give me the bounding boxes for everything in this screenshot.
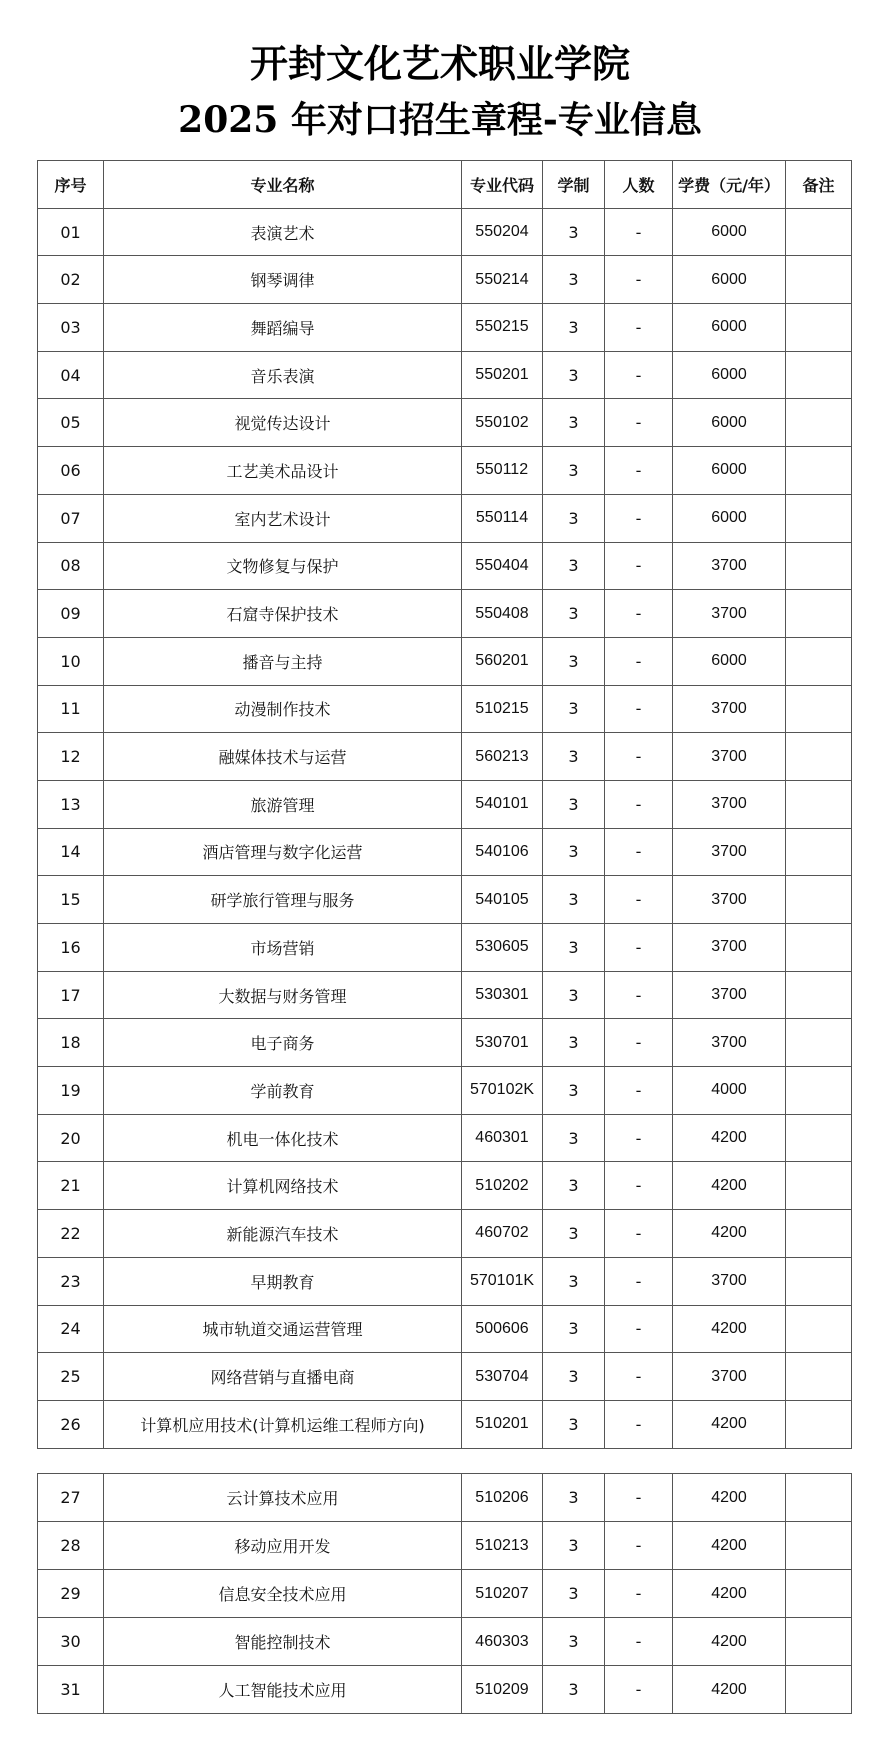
tuition-cell: 6000	[673, 637, 786, 685]
tuition-cell: 3700	[673, 590, 786, 638]
table-row	[38, 399, 852, 447]
duration-cell: 3	[543, 1210, 605, 1258]
major-code-cell: 500606	[462, 1305, 543, 1353]
remarks-cell	[786, 1400, 852, 1448]
remarks-cell	[786, 399, 852, 447]
table-row	[38, 304, 852, 352]
tuition-cell: 6000	[673, 447, 786, 495]
remarks-cell	[786, 447, 852, 495]
major-name-cell: 智能控制技术	[104, 1618, 462, 1666]
table-row	[38, 828, 852, 876]
count-cell: -	[605, 1067, 673, 1115]
duration-cell: 3	[543, 1162, 605, 1210]
remarks-cell	[786, 1114, 852, 1162]
major-name-cell: 网络营销与直播电商	[104, 1353, 462, 1401]
duration-cell: 3	[543, 208, 605, 256]
major-code-cell: 510207	[462, 1570, 543, 1618]
major-name-cell: 学前教育	[104, 1067, 462, 1115]
major-code-cell: 540106	[462, 828, 543, 876]
major-code-cell: 550215	[462, 304, 543, 352]
remarks-cell	[786, 1666, 852, 1714]
remarks-cell	[786, 1522, 852, 1570]
index-cell: 15	[38, 876, 104, 924]
remarks-cell	[786, 876, 852, 924]
tuition-cell: 4200	[673, 1570, 786, 1618]
table-row	[38, 733, 852, 781]
header-tuition: 学费（元/年）	[673, 161, 786, 209]
count-cell: -	[605, 447, 673, 495]
index-cell: 09	[38, 590, 104, 638]
major-code-cell: 560201	[462, 637, 543, 685]
remarks-cell	[786, 1474, 852, 1522]
duration-cell: 3	[543, 780, 605, 828]
major-code-cell: 550408	[462, 590, 543, 638]
count-cell: -	[605, 256, 673, 304]
table-row	[38, 1400, 852, 1448]
table-row	[38, 1305, 852, 1353]
duration-cell: 3	[543, 828, 605, 876]
major-code-cell: 510213	[462, 1522, 543, 1570]
remarks-cell	[786, 351, 852, 399]
duration-cell: 3	[543, 447, 605, 495]
major-name-cell: 研学旅行管理与服务	[104, 876, 462, 924]
table-row	[38, 1353, 852, 1401]
table-row	[38, 1114, 852, 1162]
duration-cell: 3	[543, 1114, 605, 1162]
duration-cell: 3	[543, 256, 605, 304]
duration-cell: 3	[543, 304, 605, 352]
table-row	[38, 256, 852, 304]
index-cell: 16	[38, 924, 104, 972]
major-code-cell: 550404	[462, 542, 543, 590]
table-row	[38, 1067, 852, 1115]
duration-cell: 3	[543, 637, 605, 685]
duration-cell: 3	[543, 1474, 605, 1522]
index-cell: 17	[38, 971, 104, 1019]
index-cell: 18	[38, 1019, 104, 1067]
count-cell: -	[605, 1114, 673, 1162]
index-cell: 12	[38, 733, 104, 781]
duration-cell: 3	[543, 1666, 605, 1714]
remarks-cell	[786, 494, 852, 542]
major-code-cell: 530701	[462, 1019, 543, 1067]
index-cell: 30	[38, 1618, 104, 1666]
tuition-cell: 4200	[673, 1666, 786, 1714]
tuition-cell: 3700	[673, 971, 786, 1019]
major-code-cell: 460702	[462, 1210, 543, 1258]
duration-cell: 3	[543, 1570, 605, 1618]
major-name-cell: 表演艺术	[104, 208, 462, 256]
table-row	[38, 1666, 852, 1714]
major-name-cell: 计算机应用技术(计算机运维工程师方向)	[104, 1400, 462, 1448]
tuition-cell: 4200	[673, 1210, 786, 1258]
table-row	[38, 1618, 852, 1666]
remarks-cell	[786, 1570, 852, 1618]
major-code-cell: 510206	[462, 1474, 543, 1522]
remarks-cell	[786, 1019, 852, 1067]
remarks-cell	[786, 590, 852, 638]
index-cell: 24	[38, 1305, 104, 1353]
table-row	[38, 351, 852, 399]
count-cell: -	[605, 1474, 673, 1522]
duration-cell: 3	[543, 1400, 605, 1448]
table-row	[38, 971, 852, 1019]
count-cell: -	[605, 1210, 673, 1258]
major-name-cell: 酒店管理与数字化运营	[104, 828, 462, 876]
index-cell: 21	[38, 1162, 104, 1210]
tuition-cell: 4200	[673, 1162, 786, 1210]
count-cell: -	[605, 399, 673, 447]
duration-cell: 3	[543, 876, 605, 924]
table-row	[38, 924, 852, 972]
duration-cell: 3	[543, 971, 605, 1019]
major-name-cell: 市场营销	[104, 924, 462, 972]
major-name-cell: 动漫制作技术	[104, 685, 462, 733]
count-cell: -	[605, 733, 673, 781]
tuition-cell: 3700	[673, 1257, 786, 1305]
index-cell: 05	[38, 399, 104, 447]
count-cell: -	[605, 971, 673, 1019]
tuition-cell: 3700	[673, 1353, 786, 1401]
count-cell: -	[605, 1522, 673, 1570]
tuition-cell: 6000	[673, 494, 786, 542]
table-row	[38, 876, 852, 924]
count-cell: -	[605, 780, 673, 828]
tuition-cell: 6000	[673, 399, 786, 447]
count-cell: -	[605, 1019, 673, 1067]
document-subtitle: 2025 年对口招生章程-专业信息	[178, 99, 702, 141]
index-cell: 10	[38, 637, 104, 685]
table-row	[38, 685, 852, 733]
tuition-cell: 3700	[673, 828, 786, 876]
duration-cell: 3	[543, 1067, 605, 1115]
major-name-cell: 人工智能技术应用	[104, 1666, 462, 1714]
major-name-cell: 工艺美术品设计	[104, 447, 462, 495]
major-code-cell: 540101	[462, 780, 543, 828]
remarks-cell	[786, 780, 852, 828]
major-table-part1	[37, 160, 852, 1449]
count-cell: -	[605, 876, 673, 924]
major-code-cell: 530704	[462, 1353, 543, 1401]
remarks-cell	[786, 1067, 852, 1115]
table-row	[38, 1162, 852, 1210]
remarks-cell	[786, 1210, 852, 1258]
count-cell: -	[605, 304, 673, 352]
index-cell: 07	[38, 494, 104, 542]
duration-cell: 3	[543, 924, 605, 972]
major-code-cell: 510209	[462, 1666, 543, 1714]
index-cell: 19	[38, 1067, 104, 1115]
duration-cell: 3	[543, 351, 605, 399]
table-row	[38, 1570, 852, 1618]
duration-cell: 3	[543, 1019, 605, 1067]
tuition-cell: 4200	[673, 1474, 786, 1522]
duration-cell: 3	[543, 1353, 605, 1401]
index-cell: 29	[38, 1570, 104, 1618]
major-code-cell: 570101K	[462, 1257, 543, 1305]
count-cell: -	[605, 1257, 673, 1305]
tuition-cell: 3700	[673, 780, 786, 828]
table-row	[38, 447, 852, 495]
major-code-cell: 570102K	[462, 1067, 543, 1115]
index-cell: 22	[38, 1210, 104, 1258]
major-name-cell: 播音与主持	[104, 637, 462, 685]
index-cell: 26	[38, 1400, 104, 1448]
tuition-cell: 4200	[673, 1618, 786, 1666]
remarks-cell	[786, 1162, 852, 1210]
major-code-cell: 550204	[462, 208, 543, 256]
tuition-cell: 6000	[673, 351, 786, 399]
table-row	[38, 208, 852, 256]
duration-cell: 3	[543, 685, 605, 733]
index-cell: 01	[38, 208, 104, 256]
count-cell: -	[605, 208, 673, 256]
tuition-cell: 4200	[673, 1400, 786, 1448]
table-header-row	[38, 161, 852, 209]
remarks-cell	[786, 1618, 852, 1666]
tuition-cell: 6000	[673, 304, 786, 352]
count-cell: -	[605, 351, 673, 399]
remarks-cell	[786, 1353, 852, 1401]
duration-cell: 3	[543, 399, 605, 447]
remarks-cell	[786, 971, 852, 1019]
tuition-cell: 3700	[673, 685, 786, 733]
header-major-code: 专业代码	[462, 161, 543, 209]
tuition-cell: 3700	[673, 924, 786, 972]
major-code-cell: 550102	[462, 399, 543, 447]
major-code-cell: 560213	[462, 733, 543, 781]
remarks-cell	[786, 208, 852, 256]
document-title: 开封文化艺术职业学院	[249, 41, 630, 86]
remarks-cell	[786, 685, 852, 733]
count-cell: -	[605, 590, 673, 638]
major-name-cell: 城市轨道交通运营管理	[104, 1305, 462, 1353]
major-name-cell: 机电一体化技术	[104, 1114, 462, 1162]
major-name-cell: 室内艺术设计	[104, 494, 462, 542]
major-name-cell: 移动应用开发	[104, 1522, 462, 1570]
header-duration: 学制	[543, 161, 605, 209]
count-cell: -	[605, 1305, 673, 1353]
header-index: 序号	[38, 161, 104, 209]
index-cell: 31	[38, 1666, 104, 1714]
count-cell: -	[605, 1666, 673, 1714]
major-code-cell: 510215	[462, 685, 543, 733]
count-cell: -	[605, 1353, 673, 1401]
duration-cell: 3	[543, 590, 605, 638]
major-code-cell: 510202	[462, 1162, 543, 1210]
duration-cell: 3	[543, 494, 605, 542]
remarks-cell	[786, 256, 852, 304]
index-cell: 03	[38, 304, 104, 352]
index-cell: 25	[38, 1353, 104, 1401]
index-cell: 20	[38, 1114, 104, 1162]
major-name-cell: 计算机网络技术	[104, 1162, 462, 1210]
table-row	[38, 1474, 852, 1522]
index-cell: 14	[38, 828, 104, 876]
major-name-cell: 大数据与财务管理	[104, 971, 462, 1019]
index-cell: 13	[38, 780, 104, 828]
remarks-cell	[786, 924, 852, 972]
duration-cell: 3	[543, 542, 605, 590]
table-row	[38, 542, 852, 590]
major-name-cell: 钢琴调律	[104, 256, 462, 304]
tuition-cell: 6000	[673, 256, 786, 304]
table-row	[38, 637, 852, 685]
index-cell: 28	[38, 1522, 104, 1570]
count-cell: -	[605, 542, 673, 590]
tuition-cell: 3700	[673, 542, 786, 590]
major-code-cell: 510201	[462, 1400, 543, 1448]
table-row	[38, 494, 852, 542]
index-cell: 06	[38, 447, 104, 495]
tuition-cell: 6000	[673, 208, 786, 256]
header-remarks: 备注	[786, 161, 852, 209]
remarks-cell	[786, 1305, 852, 1353]
tuition-cell: 4200	[673, 1522, 786, 1570]
index-cell: 02	[38, 256, 104, 304]
major-code-cell: 550214	[462, 256, 543, 304]
major-name-cell: 文物修复与保护	[104, 542, 462, 590]
table-row	[38, 1257, 852, 1305]
index-cell: 08	[38, 542, 104, 590]
count-cell: -	[605, 494, 673, 542]
tuition-cell: 3700	[673, 876, 786, 924]
duration-cell: 3	[543, 1618, 605, 1666]
table-row	[38, 1522, 852, 1570]
table-row	[38, 1210, 852, 1258]
index-cell: 11	[38, 685, 104, 733]
tuition-cell: 4000	[673, 1067, 786, 1115]
remarks-cell	[786, 1257, 852, 1305]
major-name-cell: 信息安全技术应用	[104, 1570, 462, 1618]
major-code-cell: 460303	[462, 1618, 543, 1666]
count-cell: -	[605, 924, 673, 972]
index-cell: 23	[38, 1257, 104, 1305]
tuition-cell: 4200	[673, 1114, 786, 1162]
duration-cell: 3	[543, 1522, 605, 1570]
index-cell: 27	[38, 1474, 104, 1522]
table-row	[38, 780, 852, 828]
count-cell: -	[605, 1570, 673, 1618]
count-cell: -	[605, 1400, 673, 1448]
duration-cell: 3	[543, 733, 605, 781]
count-cell: -	[605, 828, 673, 876]
major-code-cell: 550201	[462, 351, 543, 399]
count-cell: -	[605, 685, 673, 733]
count-cell: -	[605, 1618, 673, 1666]
major-name-cell: 电子商务	[104, 1019, 462, 1067]
remarks-cell	[786, 637, 852, 685]
major-name-cell: 视觉传达设计	[104, 399, 462, 447]
remarks-cell	[786, 304, 852, 352]
major-name-cell: 新能源汽车技术	[104, 1210, 462, 1258]
header-count: 人数	[605, 161, 673, 209]
duration-cell: 3	[543, 1305, 605, 1353]
table-row	[38, 590, 852, 638]
tuition-cell: 4200	[673, 1305, 786, 1353]
major-name-cell: 舞蹈编导	[104, 304, 462, 352]
major-name-cell: 旅游管理	[104, 780, 462, 828]
major-name-cell: 早期教育	[104, 1257, 462, 1305]
major-name-cell: 音乐表演	[104, 351, 462, 399]
major-name-cell: 石窟寺保护技术	[104, 590, 462, 638]
tuition-cell: 3700	[673, 1019, 786, 1067]
major-code-cell: 460301	[462, 1114, 543, 1162]
remarks-cell	[786, 542, 852, 590]
major-code-cell: 530605	[462, 924, 543, 972]
major-code-cell: 540105	[462, 876, 543, 924]
index-cell: 04	[38, 351, 104, 399]
major-name-cell: 融媒体技术与运营	[104, 733, 462, 781]
major-code-cell: 550114	[462, 494, 543, 542]
duration-cell: 3	[543, 1257, 605, 1305]
header-major-name: 专业名称	[104, 161, 462, 209]
major-code-cell: 550112	[462, 447, 543, 495]
remarks-cell	[786, 828, 852, 876]
table-row	[38, 1019, 852, 1067]
major-name-cell: 云计算技术应用	[104, 1474, 462, 1522]
major-table-part2	[37, 1473, 852, 1714]
major-code-cell: 530301	[462, 971, 543, 1019]
tuition-cell: 3700	[673, 733, 786, 781]
count-cell: -	[605, 1162, 673, 1210]
remarks-cell	[786, 733, 852, 781]
count-cell: -	[605, 637, 673, 685]
